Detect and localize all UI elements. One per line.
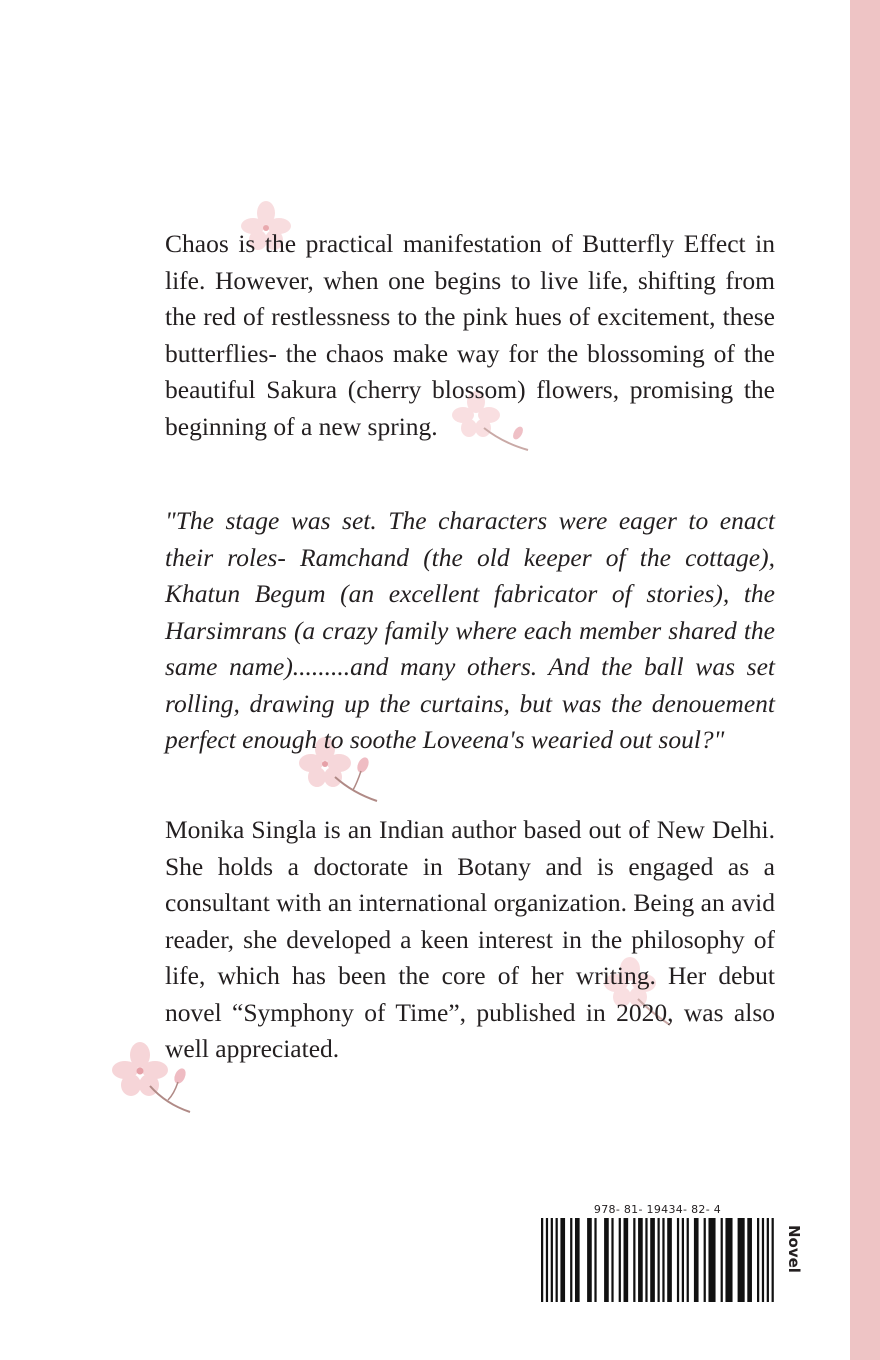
isbn-text: 978- 81- 19434- 82- 4	[593, 1203, 722, 1216]
spine-strip	[850, 0, 880, 1360]
excerpt-quote: "The stage was set. The characters were eager to enact their roles- Ramchand (the old keeper of the cottage), Khatun Begum (an excellent fabricator of stories), the Harsimrans (a crazy family where each member shared the same name).........and many others. And the ball was set rolling, drawing up the curtains, but was the denouement perfect enough to soothe Loveena's wearied out soul?"	[165, 506, 775, 754]
author-bio: Monika Singla is an Indian author based out of New Delhi. She holds a doctorate in Botany and is engaged as a consultant with an international organization. Being an avid reader, she developed a keen interest in the philosophy of life, which has been the core of her writing. Her debut novel “Symphony of Time”, published in 2020, was also well appreciated.	[165, 815, 775, 1063]
genre-label: Novel	[785, 1225, 803, 1273]
synopsis-paragraph: Chaos is the practical manifestation of Butterfly Effect in life. However, when one begins to live life, shifting from the red of restlessness to the pink hues of excitement, these butterflies- the chaos make way for the blossoming of the beautiful Sakura (cherry blossom) flowers, promising the beginning of a new spring.	[165, 229, 775, 441]
barcode-icon	[541, 1218, 774, 1302]
